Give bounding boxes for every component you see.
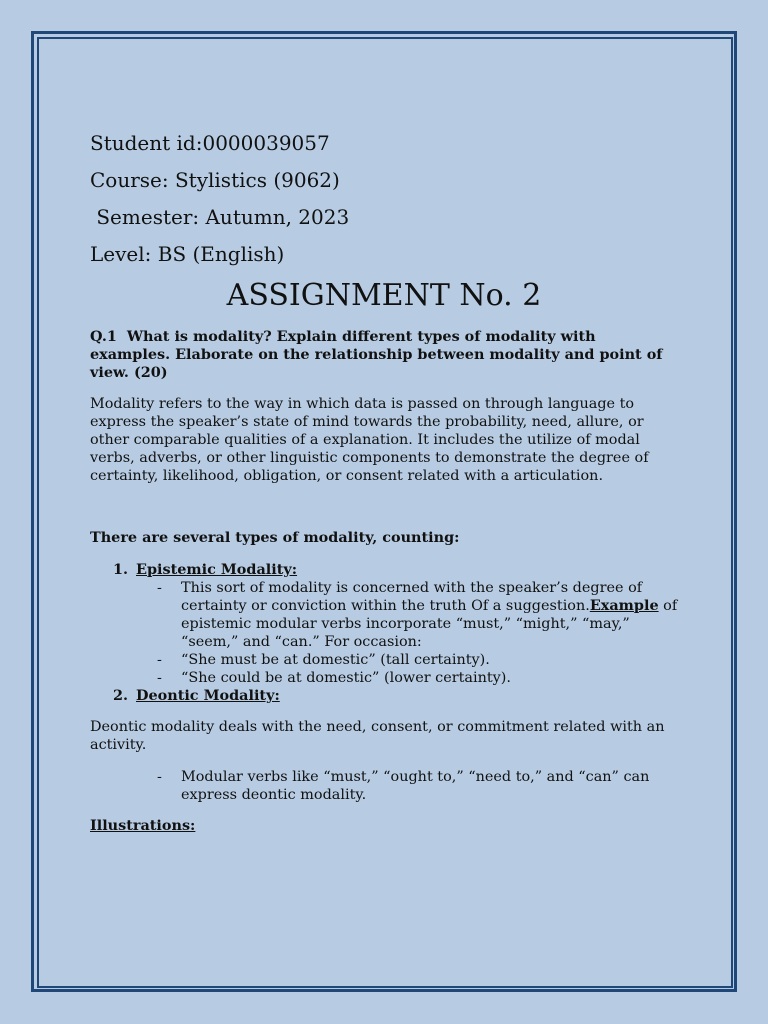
- section1-label: Epistemic Modality:: [136, 561, 298, 578]
- bullet-dash: -: [157, 652, 162, 668]
- course: Course: Stylistics (9062): [90, 168, 340, 192]
- section2-number: 2.: [113, 687, 129, 704]
- section1-bullet1: [181, 579, 681, 651]
- level: Level: BS (English): [90, 242, 285, 266]
- illustrations-heading: Illustrations:: [90, 817, 196, 834]
- section1-bullet1-text: This sort of modality is concerned with the speaker’s degree of certainty or conviction within the truth Of a suggestion.: [181, 580, 643, 614]
- types-heading: There are several types of modality, counting:: [90, 529, 460, 546]
- assignment-title: ASSIGNMENT No. 2: [226, 278, 542, 313]
- section1-bullet3: “She could be at domestic” (lower certainty).: [181, 670, 511, 686]
- section2-label: Deontic Modality:: [136, 687, 280, 704]
- question-text: Q.1 What is modality? Explain different types of modality with examples. Elaborate on the relationship between modality and point of view. (20): [90, 328, 668, 381]
- section1-bullet1-text-rest: of epistemic modular verbs incorporate “must,” “might,” “may,” “seem,” and “can.” For occasion:: [181, 598, 678, 650]
- section2-bullet1: Modular verbs like “must,” “ought to,” “need to,” and “can” can express deontic modality.: [181, 769, 650, 803]
- bullet-dash: -: [157, 769, 162, 785]
- example-label: Example: [589, 597, 659, 614]
- section2-paragraph: Deontic modality deals with the need, consent, or commitment related with an activity.: [90, 719, 665, 753]
- student-id: Student id:0000039057: [90, 131, 330, 155]
- section1-number: 1.: [113, 561, 129, 578]
- bullet-dash: -: [157, 580, 162, 596]
- bullet-dash: -: [157, 670, 162, 686]
- intro-paragraph: Modality refers to the way in which data is passed on through language to express the speaker’s state of mind towards the probability, need, allure, or other comparable qualities of a explanation. It includes the utilize of modal verbs, adverbs, or other linguistic components to demonstrate the degree of certainty, likelihood, obligation, or consent related with a articulation.: [90, 396, 649, 484]
- semester: Semester: Autumn, 2023: [90, 205, 350, 229]
- section1-bullet2: “She must be at domestic” (tall certainty).: [181, 652, 490, 668]
